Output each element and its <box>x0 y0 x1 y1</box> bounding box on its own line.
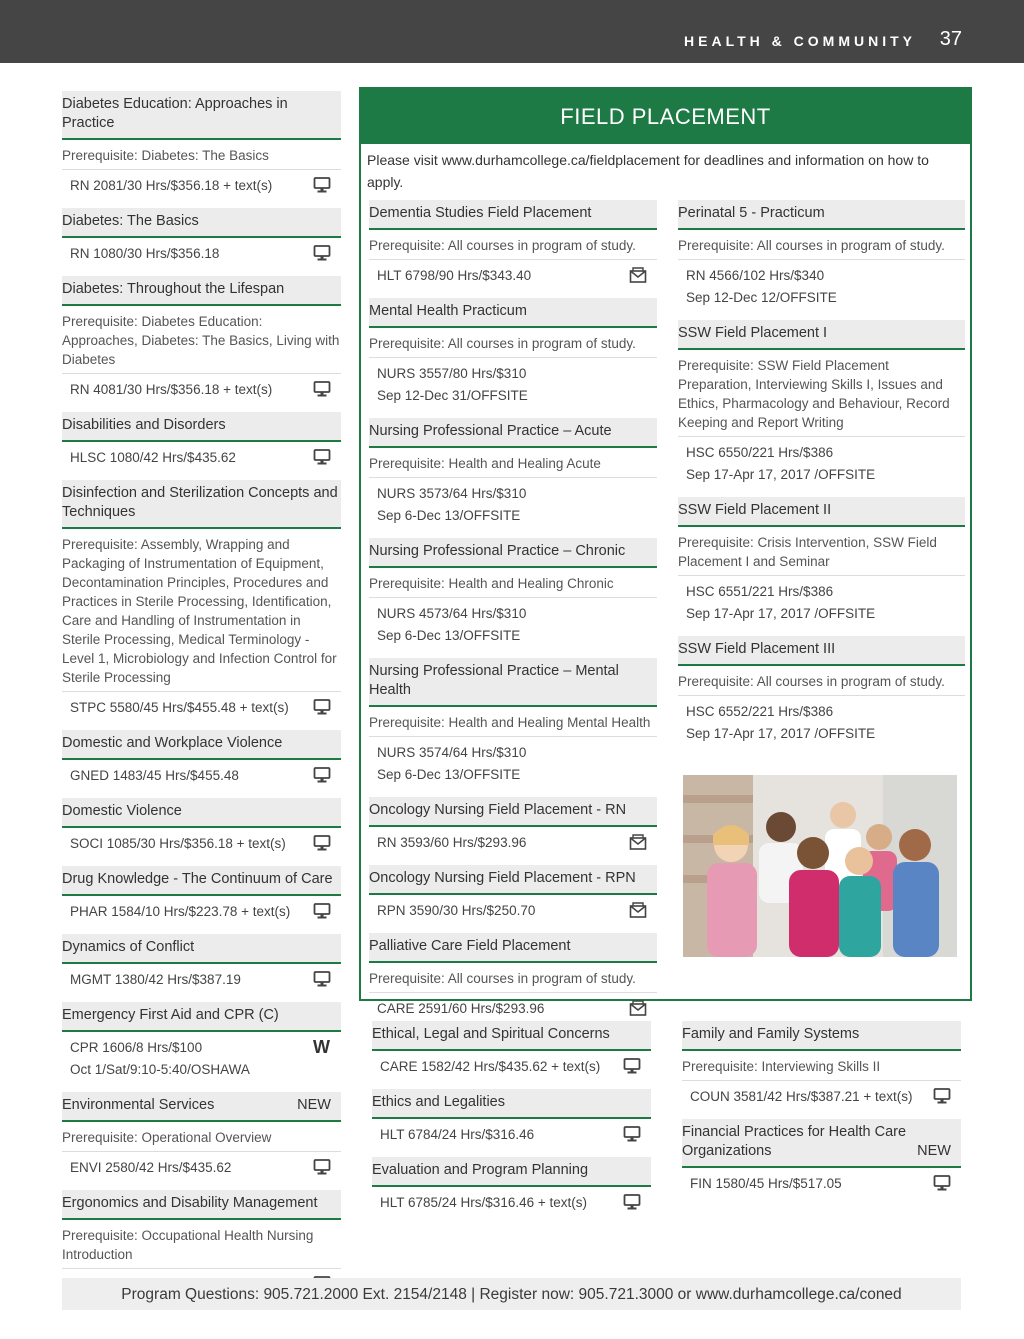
course-code-hours-fee: HSC 6551/221 Hrs/$386 <box>686 584 834 599</box>
course-offering <box>62 964 341 991</box>
course-code-hours-fee: NURS 3574/64 Hrs/$310 <box>377 745 527 760</box>
course-prerequisite: Prerequisite: All courses in program of study. <box>369 328 657 358</box>
course-offering <box>62 828 341 855</box>
course-entry <box>62 798 341 855</box>
course-prerequisite: Prerequisite: All courses in program of study. <box>678 666 965 696</box>
course-title <box>372 1089 651 1119</box>
course-prerequisite: Prerequisite: All courses in program of study. <box>369 230 657 260</box>
course-schedule: Oct 1/Sat/9:10-5:40/OSHAWA <box>70 1062 250 1077</box>
course-title-text: Disinfection and Sterilization Concepts and Techniques <box>62 485 338 520</box>
course-title-text: Nursing Professional Practice – Mental Health <box>369 663 619 698</box>
course-prerequisite: Prerequisite: All courses in program of study. <box>369 963 657 993</box>
course-entry <box>62 1002 341 1081</box>
course-code-hours-fee: HLT 6785/24 Hrs/$316.46 + text(s) <box>380 1195 587 1210</box>
course-code-hours-fee: HSC 6552/221 Hrs/$386 <box>686 704 834 719</box>
course-prerequisite: Prerequisite: SSW Field Placement Preparation, Interviewing Skills I, Issues and Ethics, Pharmacology and Behaviour, Record Keeping and Report Writing <box>678 350 965 437</box>
computer-icon <box>313 834 331 852</box>
course-code-hours-fee: CARE 1582/42 Hrs/$435.62 + text(s) <box>380 1059 601 1074</box>
course-prerequisite: Prerequisite: Diabetes: The Basics <box>62 140 341 170</box>
course-title <box>369 797 657 827</box>
course-schedule: Sep 6-Dec 13/OFFSITE <box>377 508 521 523</box>
course-offering <box>369 993 657 1020</box>
computer-icon <box>313 902 331 920</box>
course-schedule: Sep 17-Apr 17, 2017 /OFFSITE <box>686 467 876 482</box>
course-title-text: Nursing Professional Practice – Chronic <box>369 543 626 559</box>
course-title <box>682 1021 961 1051</box>
course-code-hours-fee: FIN 1580/45 Hrs/$517.05 <box>690 1176 842 1191</box>
course-entry <box>369 865 657 922</box>
course-title <box>372 1021 651 1051</box>
course-entry <box>62 412 341 469</box>
course-title <box>369 298 657 328</box>
course-code-hours-fee: GNED 1483/45 Hrs/$455.48 <box>70 768 239 783</box>
course-code-hours-fee: HLSC 1080/42 Hrs/$435.62 <box>70 450 236 465</box>
course-code-hours-fee: RN 3593/60 Hrs/$293.96 <box>377 835 527 850</box>
course-prerequisite: Prerequisite: Diabetes Education: Approaches, Diabetes: The Basics, Living with Diabetes <box>62 306 341 374</box>
course-code-hours-fee: SOCI 1085/30 Hrs/$356.18 + text(s) <box>70 836 286 851</box>
course-title-text: Diabetes Education: Approaches in Practice <box>62 96 288 131</box>
computer-icon <box>313 176 331 194</box>
course-code-hours-fee: HLT 6784/24 Hrs/$316.46 <box>380 1127 535 1142</box>
course-entry <box>369 658 657 786</box>
course-entry <box>678 200 965 309</box>
field-placement-heading: FIELD PLACEMENT <box>361 89 970 144</box>
course-offering <box>62 374 341 401</box>
section-title: HEALTH & COMMUNITY <box>684 33 916 49</box>
course-prerequisite: Prerequisite: Interviewing Skills II <box>682 1051 961 1081</box>
course-title-text: SSW Field Placement III <box>678 641 836 657</box>
course-schedule: Sep 6-Dec 13/OFFSITE <box>377 628 521 643</box>
course-title-text: Ethics and Legalities <box>372 1094 505 1110</box>
envelope-icon <box>629 266 647 284</box>
course-entry <box>62 866 341 923</box>
course-offering <box>62 896 341 923</box>
field-placement-box <box>359 87 972 1016</box>
course-title-text: Domestic Violence <box>62 803 182 819</box>
course-offering <box>372 1187 651 1214</box>
course-title-text: Nursing Professional Practice – Acute <box>369 423 612 439</box>
course-offering <box>62 170 341 197</box>
course-code-hours-fee: RN 1080/30 Hrs/$356.18 <box>70 246 220 261</box>
course-title <box>62 730 341 760</box>
course-entry <box>369 797 657 854</box>
course-title <box>369 538 657 568</box>
course-title <box>62 276 341 306</box>
course-schedule: Sep 17-Apr 17, 2017 /OFFSITE <box>686 606 876 621</box>
course-title <box>62 866 341 896</box>
new-badge: NEW <box>917 1143 951 1159</box>
course-title <box>369 200 657 230</box>
course-title <box>369 658 657 707</box>
course-entry <box>369 200 657 287</box>
middle-bottom-course-column <box>372 1021 651 1225</box>
envelope-icon <box>629 999 647 1017</box>
field-placement-column-a <box>369 200 657 1031</box>
course-offering <box>369 895 657 922</box>
course-entry <box>372 1021 651 1078</box>
course-title-text: Emergency First Aid and CPR (C) <box>62 1007 279 1023</box>
course-title <box>678 200 965 230</box>
page-footer: Program Questions: 905.721.2000 Ext. 2154/2148 | Register now: 905.721.3000 or www.durhamcollege.ca/coned <box>62 1278 961 1310</box>
course-title <box>682 1119 961 1168</box>
w-icon: W <box>313 1037 330 1057</box>
course-prerequisite: Prerequisite: Occupational Health Nursing Introduction <box>62 1220 341 1269</box>
course-title-text: Financial Practices for Health Care Organizations <box>682 1124 907 1159</box>
course-title <box>369 865 657 895</box>
computer-icon <box>623 1125 641 1143</box>
course-prerequisite: Prerequisite: All courses in program of study. <box>678 230 965 260</box>
course-schedule: Sep 6-Dec 13/OFFSITE <box>377 767 521 782</box>
course-offering <box>62 1032 341 1081</box>
course-title <box>62 91 341 140</box>
page-header <box>0 0 1024 63</box>
field-placement-column-b <box>678 200 965 756</box>
course-title-text: Oncology Nursing Field Placement - RPN <box>369 870 636 886</box>
course-offering <box>682 1081 961 1108</box>
computer-icon <box>313 766 331 784</box>
course-title-text: Perinatal 5 - Practicum <box>678 205 825 221</box>
course-title-text: Ethical, Legal and Spiritual Concerns <box>372 1026 610 1042</box>
computer-icon <box>313 448 331 466</box>
course-title <box>369 418 657 448</box>
course-code-hours-fee: STPC 5580/45 Hrs/$455.48 + text(s) <box>70 700 289 715</box>
course-offering <box>678 260 965 309</box>
course-offering <box>369 358 657 407</box>
course-code-hours-fee: RN 4566/102 Hrs/$340 <box>686 268 825 283</box>
course-code-hours-fee: MGMT 1380/42 Hrs/$387.19 <box>70 972 241 987</box>
course-code-hours-fee: HSC 6550/221 Hrs/$386 <box>686 445 834 460</box>
page-number: 37 <box>939 28 962 50</box>
course-offering <box>369 827 657 854</box>
course-offering <box>369 598 657 647</box>
envelope-icon <box>629 833 647 851</box>
course-offering <box>62 238 341 265</box>
course-entry <box>369 538 657 647</box>
course-prerequisite: Prerequisite: Crisis Intervention, SSW Field Placement I and Seminar <box>678 527 965 576</box>
course-title-text: Mental Health Practicum <box>369 303 527 319</box>
course-code-hours-fee: CARE 2591/60 Hrs/$293.96 <box>377 1001 545 1016</box>
course-offering <box>62 760 341 787</box>
course-title-text: Environmental Services <box>62 1097 215 1113</box>
course-title-text: Dementia Studies Field Placement <box>369 205 592 221</box>
course-prerequisite: Prerequisite: Health and Healing Acute <box>369 448 657 478</box>
course-title-text: Evaluation and Program Planning <box>372 1162 589 1178</box>
course-entry <box>62 208 341 265</box>
right-bottom-course-column <box>682 1021 961 1206</box>
course-title-text: SSW Field Placement I <box>678 325 828 341</box>
course-title <box>62 1092 341 1122</box>
course-entry <box>62 934 341 991</box>
course-offering <box>369 478 657 527</box>
course-title-text: Domestic and Workplace Violence <box>62 735 283 751</box>
course-offering <box>678 437 965 486</box>
course-offering <box>369 737 657 786</box>
new-badge: NEW <box>297 1097 331 1113</box>
computer-icon <box>313 970 331 988</box>
course-entry <box>369 298 657 407</box>
course-entry <box>62 276 341 401</box>
course-offering <box>678 696 965 745</box>
course-code-hours-fee: CPR 1606/8 Hrs/$100 <box>70 1040 203 1055</box>
course-title-text: Disabilities and Disorders <box>62 417 226 433</box>
computer-icon <box>933 1087 951 1105</box>
course-offering <box>678 576 965 625</box>
computer-icon <box>313 244 331 262</box>
computer-icon <box>623 1193 641 1211</box>
course-title <box>62 480 341 529</box>
course-code-hours-fee: RPN 3590/30 Hrs/$250.70 <box>377 903 536 918</box>
course-entry <box>678 320 965 486</box>
course-code-hours-fee: ENVI 2580/42 Hrs/$435.62 <box>70 1160 232 1175</box>
course-title-text: Drug Knowledge - The Continuum of Care <box>62 871 333 887</box>
course-entry <box>682 1021 961 1108</box>
nurses-photo-illustration <box>683 775 957 957</box>
computer-icon <box>623 1057 641 1075</box>
course-title-text: Oncology Nursing Field Placement - RN <box>369 802 627 818</box>
course-code-hours-fee: PHAR 1584/10 Hrs/$223.78 + text(s) <box>70 904 291 919</box>
course-title <box>678 636 965 666</box>
course-entry <box>62 1092 341 1179</box>
envelope-icon <box>629 901 647 919</box>
course-title-text: SSW Field Placement II <box>678 502 832 518</box>
course-entry <box>372 1089 651 1146</box>
course-prerequisite: Prerequisite: Assembly, Wrapping and Packaging of Instrumentation of Equipment, Decontamination Principles, Procedures and Practices in Sterile Processing, Identification, Care and Handling of Instrumentation in Sterile Processing, Medical Terminology - Level 1, Microbiology and Infection Control for Sterile Processing <box>62 529 341 692</box>
course-entry <box>678 497 965 625</box>
course-title-text: Diabetes: Throughout the Lifespan <box>62 281 285 297</box>
course-title-text: Dynamics of Conflict <box>62 939 195 955</box>
course-schedule: Sep 17-Apr 17, 2017 /OFFSITE <box>686 726 876 741</box>
computer-icon <box>313 1158 331 1176</box>
course-title <box>372 1157 651 1187</box>
course-prerequisite: Prerequisite: Health and Healing Chronic <box>369 568 657 598</box>
course-offering <box>372 1119 651 1146</box>
course-code-hours-fee: RN 2081/30 Hrs/$356.18 + text(s) <box>70 178 273 193</box>
course-prerequisite: Prerequisite: Operational Overview <box>62 1122 341 1152</box>
course-entry <box>369 933 657 1020</box>
computer-icon <box>313 698 331 716</box>
course-offering <box>62 692 341 719</box>
computer-icon <box>933 1174 951 1192</box>
course-title <box>62 798 341 828</box>
course-code-hours-fee: HLT 6798/90 Hrs/$343.40 <box>377 268 532 283</box>
course-entry <box>372 1157 651 1214</box>
nurses-group-photo <box>683 775 957 957</box>
course-code-hours-fee: NURS 3573/64 Hrs/$310 <box>377 486 527 501</box>
course-title-text: Palliative Care Field Placement <box>369 938 571 954</box>
course-entry <box>62 480 341 719</box>
course-title-text: Family and Family Systems <box>682 1026 860 1042</box>
course-prerequisite: Prerequisite: Health and Healing Mental Health <box>369 707 657 737</box>
course-schedule: Sep 12-Dec 31/OFFSITE <box>377 388 528 403</box>
course-entry <box>62 730 341 787</box>
course-offering <box>372 1051 651 1078</box>
course-offering <box>62 442 341 469</box>
field-placement-intro: Please visit www.durhamcollege.ca/fieldplacement for deadlines and information on how to apply. <box>367 152 929 190</box>
computer-icon <box>313 380 331 398</box>
course-title-text: Diabetes: The Basics <box>62 213 199 229</box>
course-title <box>62 934 341 964</box>
course-title <box>62 208 341 238</box>
course-title <box>62 412 341 442</box>
course-title <box>62 1002 341 1032</box>
course-title <box>678 497 965 527</box>
course-offering <box>62 1152 341 1179</box>
course-title <box>62 1190 341 1220</box>
course-schedule: Sep 12-Dec 12/OFFSITE <box>686 290 837 305</box>
course-entry <box>678 636 965 745</box>
course-offering <box>369 260 657 287</box>
course-title-text: Ergonomics and Disability Management <box>62 1195 318 1211</box>
course-entry <box>682 1119 961 1195</box>
course-code-hours-fee: COUN 3581/42 Hrs/$387.21 + text(s) <box>690 1089 913 1104</box>
course-code-hours-fee: NURS 4573/64 Hrs/$310 <box>377 606 527 621</box>
course-code-hours-fee: RN 4081/30 Hrs/$356.18 + text(s) <box>70 382 273 397</box>
course-title <box>369 933 657 963</box>
course-entry <box>62 91 341 197</box>
course-code-hours-fee: NURS 3557/80 Hrs/$310 <box>377 366 527 381</box>
left-course-column <box>62 91 341 1307</box>
course-entry <box>369 418 657 527</box>
course-offering <box>682 1168 961 1195</box>
course-title <box>678 320 965 350</box>
